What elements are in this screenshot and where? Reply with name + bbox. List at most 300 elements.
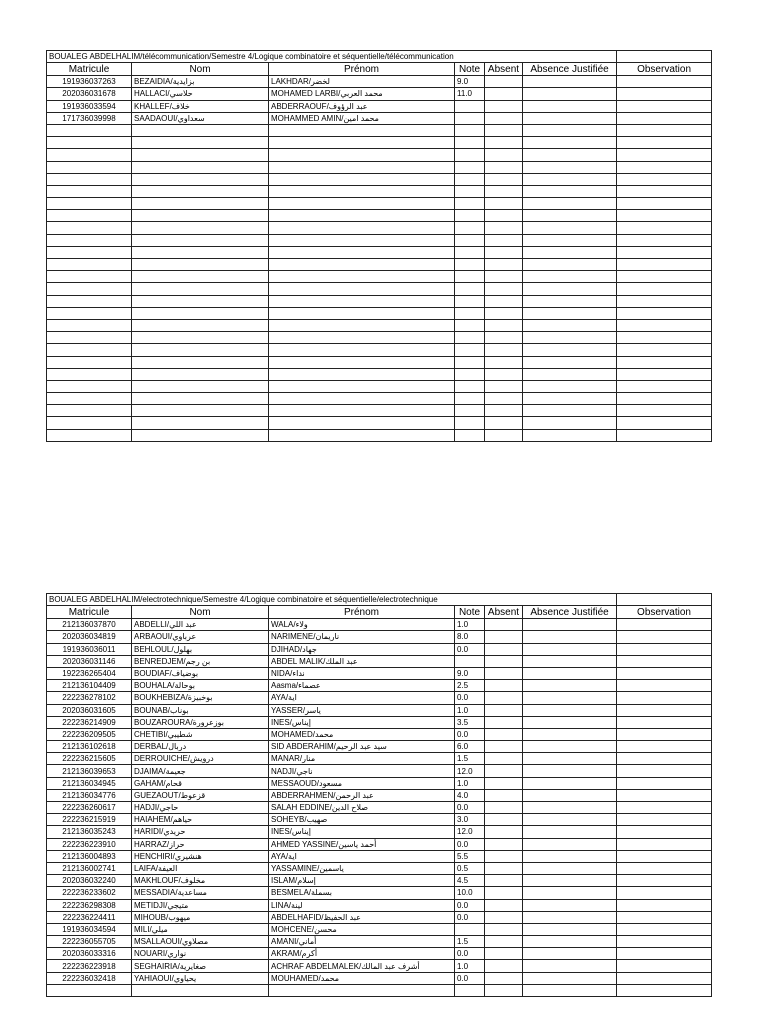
empty-cell bbox=[455, 124, 485, 136]
empty-cell bbox=[132, 259, 269, 271]
cell-absence-justifiee bbox=[523, 655, 617, 667]
empty-cell bbox=[485, 271, 523, 283]
header-nom: Nom bbox=[132, 63, 269, 76]
cell-absent bbox=[485, 826, 523, 838]
cell-prenom: INES/إيناس bbox=[269, 716, 455, 728]
empty-row bbox=[47, 405, 712, 417]
cell-absent bbox=[485, 777, 523, 789]
table-row bbox=[47, 960, 712, 972]
cell-matricule: 222236215605 bbox=[47, 753, 132, 765]
empty-cell bbox=[617, 222, 712, 234]
empty-row bbox=[47, 259, 712, 271]
empty-cell bbox=[523, 984, 617, 996]
cell-nom: DERROUICHE/درويش bbox=[132, 753, 269, 765]
table-row bbox=[47, 936, 712, 948]
cell-observation bbox=[617, 814, 712, 826]
cell-absent bbox=[485, 76, 523, 88]
cell-matricule: 212136104409 bbox=[47, 680, 132, 692]
grade-sheet-telecommunication bbox=[46, 50, 712, 442]
empty-cell bbox=[617, 307, 712, 319]
empty-cell bbox=[617, 344, 712, 356]
table-row bbox=[47, 826, 712, 838]
empty-cell bbox=[455, 368, 485, 380]
empty-cell bbox=[617, 332, 712, 344]
table-row bbox=[47, 692, 712, 704]
cell-observation bbox=[617, 643, 712, 655]
cell-observation bbox=[617, 850, 712, 862]
empty-cell bbox=[617, 984, 712, 996]
empty-cell bbox=[269, 405, 455, 417]
empty-cell bbox=[455, 259, 485, 271]
empty-cell bbox=[132, 380, 269, 392]
table-row bbox=[47, 643, 712, 655]
empty-cell bbox=[269, 222, 455, 234]
cell-observation bbox=[617, 777, 712, 789]
empty-cell bbox=[132, 417, 269, 429]
empty-cell bbox=[485, 405, 523, 417]
empty-row bbox=[47, 198, 712, 210]
table-row bbox=[47, 911, 712, 923]
cell-absence-justifiee bbox=[523, 948, 617, 960]
empty-cell bbox=[47, 393, 132, 405]
empty-cell bbox=[132, 137, 269, 149]
cell-nom: SEGHAIRIA/صغايرية bbox=[132, 960, 269, 972]
empty-cell bbox=[485, 234, 523, 246]
cell-prenom: SID ABDERAHIM/سيد عبد الرحيم bbox=[269, 741, 455, 753]
cell-nom: ABDELLI/عبد اللي bbox=[132, 619, 269, 631]
empty-row bbox=[47, 429, 712, 441]
empty-cell bbox=[455, 295, 485, 307]
empty-cell bbox=[269, 380, 455, 392]
empty-cell bbox=[269, 234, 455, 246]
table-row bbox=[47, 100, 712, 112]
empty-cell bbox=[47, 368, 132, 380]
cell-absence-justifiee bbox=[523, 704, 617, 716]
empty-cell bbox=[132, 271, 269, 283]
empty-cell bbox=[455, 210, 485, 222]
cell-note: 0.0 bbox=[455, 911, 485, 923]
cell-observation bbox=[617, 692, 712, 704]
empty-cell bbox=[47, 259, 132, 271]
empty-cell bbox=[269, 137, 455, 149]
cell-absence-justifiee bbox=[523, 741, 617, 753]
empty-cell bbox=[269, 307, 455, 319]
empty-cell bbox=[47, 344, 132, 356]
cell-absent bbox=[485, 802, 523, 814]
empty-cell bbox=[455, 984, 485, 996]
cell-matricule: 212136037870 bbox=[47, 619, 132, 631]
cell-nom: BOUHALA/بوحالة bbox=[132, 680, 269, 692]
empty-cell bbox=[485, 307, 523, 319]
empty-cell bbox=[523, 161, 617, 173]
table-row bbox=[47, 716, 712, 728]
cell-observation bbox=[617, 112, 712, 124]
empty-cell bbox=[485, 185, 523, 197]
cell-nom: LAIFA/العيفة bbox=[132, 862, 269, 874]
cell-matricule: 212136034945 bbox=[47, 777, 132, 789]
cell-prenom: AKRAM/أكرم bbox=[269, 948, 455, 960]
cell-prenom: MESSAOUD/مسعود bbox=[269, 777, 455, 789]
cell-nom: BOUNAB/بوناب bbox=[132, 704, 269, 716]
empty-cell bbox=[47, 405, 132, 417]
empty-cell bbox=[485, 173, 523, 185]
cell-prenom: BESMELA/بسملة bbox=[269, 887, 455, 899]
sheet-title-row bbox=[47, 51, 712, 63]
empty-cell bbox=[617, 271, 712, 283]
empty-cell bbox=[132, 283, 269, 295]
empty-cell bbox=[269, 173, 455, 185]
cell-observation bbox=[617, 972, 712, 984]
empty-cell bbox=[47, 137, 132, 149]
cell-prenom: MOHAMED LARBI/محمد العربي bbox=[269, 88, 455, 100]
column-header-row bbox=[47, 606, 712, 619]
cell-matricule: 222236224411 bbox=[47, 911, 132, 923]
empty-row bbox=[47, 185, 712, 197]
cell-absent bbox=[485, 923, 523, 935]
empty-cell bbox=[47, 198, 132, 210]
empty-cell bbox=[523, 405, 617, 417]
cell-observation bbox=[617, 765, 712, 777]
empty-cell bbox=[617, 137, 712, 149]
empty-cell bbox=[485, 149, 523, 161]
cell-note: 11.0 bbox=[455, 88, 485, 100]
cell-prenom: MOUHAMED/محمد bbox=[269, 972, 455, 984]
cell-nom: YAHIAOUI/يحياوي bbox=[132, 972, 269, 984]
header-matricule: Matricule bbox=[47, 63, 132, 76]
header-absent: Absent bbox=[485, 63, 523, 76]
cell-absent bbox=[485, 814, 523, 826]
cell-prenom: LAKHDAR/لخضر bbox=[269, 76, 455, 88]
empty-cell bbox=[485, 332, 523, 344]
table-row bbox=[47, 875, 712, 887]
cell-note bbox=[455, 100, 485, 112]
header-note: Note bbox=[455, 606, 485, 619]
cell-nom: METIDJI/متيجي bbox=[132, 899, 269, 911]
cell-absent bbox=[485, 643, 523, 655]
cell-note: 12.0 bbox=[455, 765, 485, 777]
header-nom: Nom bbox=[132, 606, 269, 619]
cell-note: 1.0 bbox=[455, 960, 485, 972]
cell-absence-justifiee bbox=[523, 850, 617, 862]
empty-row bbox=[47, 124, 712, 136]
cell-observation bbox=[617, 667, 712, 679]
empty-cell bbox=[455, 332, 485, 344]
empty-cell bbox=[47, 307, 132, 319]
empty-cell bbox=[485, 198, 523, 210]
empty-cell bbox=[269, 368, 455, 380]
cell-observation bbox=[617, 899, 712, 911]
empty-cell bbox=[485, 124, 523, 136]
empty-cell bbox=[132, 185, 269, 197]
cell-absent bbox=[485, 899, 523, 911]
cell-nom: MAKHLOUF/مخلوف bbox=[132, 875, 269, 887]
empty-cell bbox=[523, 234, 617, 246]
cell-absent bbox=[485, 692, 523, 704]
cell-matricule: 191936036011 bbox=[47, 643, 132, 655]
empty-row bbox=[47, 307, 712, 319]
empty-cell bbox=[485, 429, 523, 441]
empty-cell bbox=[455, 429, 485, 441]
empty-cell bbox=[523, 271, 617, 283]
empty-cell bbox=[269, 246, 455, 258]
table-row bbox=[47, 802, 712, 814]
cell-observation bbox=[617, 911, 712, 923]
empty-cell bbox=[47, 984, 132, 996]
cell-note: 2.5 bbox=[455, 680, 485, 692]
empty-cell bbox=[132, 307, 269, 319]
cell-absent bbox=[485, 655, 523, 667]
cell-nom: MESSADIA/مساعدية bbox=[132, 887, 269, 899]
empty-cell bbox=[485, 222, 523, 234]
cell-observation bbox=[617, 802, 712, 814]
cell-nom: GUEZAOUT/قزعوط bbox=[132, 789, 269, 801]
empty-cell bbox=[132, 429, 269, 441]
empty-row bbox=[47, 234, 712, 246]
table-row bbox=[47, 655, 712, 667]
empty-cell bbox=[47, 332, 132, 344]
empty-cell bbox=[132, 234, 269, 246]
header-note: Note bbox=[455, 63, 485, 76]
empty-cell bbox=[617, 368, 712, 380]
empty-cell bbox=[617, 295, 712, 307]
empty-cell bbox=[485, 161, 523, 173]
sheet-title-row bbox=[47, 594, 712, 606]
cell-note: 6.0 bbox=[455, 741, 485, 753]
table-row bbox=[47, 741, 712, 753]
empty-cell bbox=[455, 173, 485, 185]
cell-note: 0.0 bbox=[455, 899, 485, 911]
cell-matricule: 202036034819 bbox=[47, 631, 132, 643]
empty-cell bbox=[455, 185, 485, 197]
empty-cell bbox=[269, 332, 455, 344]
cell-absence-justifiee bbox=[523, 777, 617, 789]
cell-note bbox=[455, 655, 485, 667]
empty-row bbox=[47, 173, 712, 185]
cell-absence-justifiee bbox=[523, 936, 617, 948]
empty-cell bbox=[269, 319, 455, 331]
cell-prenom: AHMED YASSINE/أحمد ياسين bbox=[269, 838, 455, 850]
table-row bbox=[47, 899, 712, 911]
cell-observation bbox=[617, 704, 712, 716]
cell-absence-justifiee bbox=[523, 789, 617, 801]
empty-cell bbox=[132, 198, 269, 210]
table-row bbox=[47, 850, 712, 862]
empty-cell bbox=[617, 246, 712, 258]
empty-cell bbox=[523, 246, 617, 258]
cell-absence-justifiee bbox=[523, 619, 617, 631]
empty-cell bbox=[523, 356, 617, 368]
empty-cell bbox=[269, 161, 455, 173]
cell-matricule: 192236265404 bbox=[47, 667, 132, 679]
table-row bbox=[47, 704, 712, 716]
cell-absent bbox=[485, 948, 523, 960]
cell-observation bbox=[617, 680, 712, 692]
cell-absence-justifiee bbox=[523, 76, 617, 88]
cell-absent bbox=[485, 680, 523, 692]
cell-matricule: 212136035243 bbox=[47, 826, 132, 838]
cell-matricule: 202036033316 bbox=[47, 948, 132, 960]
empty-row bbox=[47, 137, 712, 149]
cell-prenom: WALA/ولاء bbox=[269, 619, 455, 631]
empty-cell bbox=[485, 393, 523, 405]
empty-cell bbox=[269, 283, 455, 295]
empty-cell bbox=[617, 356, 712, 368]
empty-row bbox=[47, 295, 712, 307]
grade-sheet-electrotechnique bbox=[46, 593, 712, 997]
cell-matricule: 202036031146 bbox=[47, 655, 132, 667]
table-row bbox=[47, 948, 712, 960]
cell-nom: BOUDIAF/بوضياف bbox=[132, 667, 269, 679]
empty-row bbox=[47, 393, 712, 405]
empty-cell bbox=[617, 417, 712, 429]
cell-prenom: ACHRAF ABDELMALEK/أشرف عبد المالك bbox=[269, 960, 455, 972]
empty-row bbox=[47, 222, 712, 234]
cell-prenom: AYA/اية bbox=[269, 692, 455, 704]
empty-cell bbox=[47, 319, 132, 331]
empty-cell bbox=[132, 124, 269, 136]
empty-cell bbox=[485, 295, 523, 307]
empty-cell bbox=[523, 344, 617, 356]
cell-note: 1.0 bbox=[455, 619, 485, 631]
empty-cell bbox=[132, 393, 269, 405]
empty-cell bbox=[47, 429, 132, 441]
cell-absence-justifiee bbox=[523, 862, 617, 874]
table-row bbox=[47, 680, 712, 692]
cell-note: 0.0 bbox=[455, 838, 485, 850]
empty-cell bbox=[523, 198, 617, 210]
header-prenom: Prénom bbox=[269, 63, 455, 76]
empty-cell bbox=[455, 149, 485, 161]
empty-cell bbox=[132, 149, 269, 161]
cell-observation bbox=[617, 716, 712, 728]
table-row bbox=[47, 923, 712, 935]
cell-prenom: INES/إيناس bbox=[269, 826, 455, 838]
cell-observation bbox=[617, 655, 712, 667]
cell-observation bbox=[617, 960, 712, 972]
cell-absence-justifiee bbox=[523, 100, 617, 112]
cell-prenom: MANAR/منار bbox=[269, 753, 455, 765]
empty-cell bbox=[269, 259, 455, 271]
empty-row bbox=[47, 417, 712, 429]
cell-absence-justifiee bbox=[523, 814, 617, 826]
empty-cell bbox=[132, 161, 269, 173]
cell-prenom: NIDA/نداء bbox=[269, 667, 455, 679]
cell-absence-justifiee bbox=[523, 826, 617, 838]
empty-cell bbox=[455, 234, 485, 246]
table-row bbox=[47, 728, 712, 740]
title-blank-cell bbox=[617, 594, 712, 606]
cell-prenom: YASSAMINE/ياسمين bbox=[269, 862, 455, 874]
empty-cell bbox=[455, 344, 485, 356]
empty-cell bbox=[269, 295, 455, 307]
cell-absence-justifiee bbox=[523, 838, 617, 850]
sheet-title: BOUALEG ABDELHALIM/télécommunication/Semestre 4/Logique combinatoire et séquentielle/télécommunication bbox=[47, 51, 617, 63]
cell-matricule: 222236278102 bbox=[47, 692, 132, 704]
cell-note bbox=[455, 923, 485, 935]
table-row bbox=[47, 972, 712, 984]
empty-cell bbox=[617, 319, 712, 331]
cell-observation bbox=[617, 875, 712, 887]
cell-observation bbox=[617, 826, 712, 838]
empty-cell bbox=[269, 429, 455, 441]
table-row bbox=[47, 76, 712, 88]
cell-absent bbox=[485, 875, 523, 887]
cell-absence-justifiee bbox=[523, 680, 617, 692]
empty-cell bbox=[523, 307, 617, 319]
cell-observation bbox=[617, 923, 712, 935]
empty-cell bbox=[47, 271, 132, 283]
cell-prenom: ABDERRAHMEN/عبد الرحمن bbox=[269, 789, 455, 801]
cell-nom: BOUZAROURA/بوزعرورة bbox=[132, 716, 269, 728]
cell-matricule: 212136004893 bbox=[47, 850, 132, 862]
empty-cell bbox=[269, 344, 455, 356]
empty-cell bbox=[485, 210, 523, 222]
empty-cell bbox=[617, 161, 712, 173]
empty-cell bbox=[269, 356, 455, 368]
table-row bbox=[47, 814, 712, 826]
header-absent: Absent bbox=[485, 606, 523, 619]
header-matricule: Matricule bbox=[47, 606, 132, 619]
empty-row bbox=[47, 344, 712, 356]
empty-cell bbox=[47, 149, 132, 161]
cell-absent bbox=[485, 887, 523, 899]
cell-absence-justifiee bbox=[523, 923, 617, 935]
cell-note: 1.0 bbox=[455, 704, 485, 716]
cell-matricule: 212136034776 bbox=[47, 789, 132, 801]
cell-absent bbox=[485, 619, 523, 631]
cell-matricule: 222236233602 bbox=[47, 887, 132, 899]
empty-cell bbox=[523, 368, 617, 380]
empty-cell bbox=[47, 295, 132, 307]
empty-cell bbox=[455, 405, 485, 417]
empty-cell bbox=[47, 124, 132, 136]
cell-observation bbox=[617, 862, 712, 874]
cell-nom: DJAIMA/جعيمة bbox=[132, 765, 269, 777]
empty-cell bbox=[485, 259, 523, 271]
empty-row bbox=[47, 149, 712, 161]
empty-cell bbox=[269, 984, 455, 996]
empty-cell bbox=[132, 356, 269, 368]
cell-note: 9.0 bbox=[455, 667, 485, 679]
empty-row bbox=[47, 246, 712, 258]
empty-cell bbox=[523, 417, 617, 429]
empty-cell bbox=[132, 368, 269, 380]
cell-prenom: MOHAMED/محمد bbox=[269, 728, 455, 740]
cell-note: 1.0 bbox=[455, 777, 485, 789]
cell-note: 9.0 bbox=[455, 76, 485, 88]
cell-absent bbox=[485, 753, 523, 765]
empty-row bbox=[47, 984, 712, 996]
cell-note: 0.0 bbox=[455, 972, 485, 984]
cell-absent bbox=[485, 838, 523, 850]
empty-cell bbox=[269, 149, 455, 161]
cell-matricule: 222236214909 bbox=[47, 716, 132, 728]
empty-cell bbox=[617, 173, 712, 185]
cell-matricule: 191936033594 bbox=[47, 100, 132, 112]
cell-observation bbox=[617, 100, 712, 112]
empty-cell bbox=[455, 417, 485, 429]
table-row bbox=[47, 88, 712, 100]
cell-absent bbox=[485, 972, 523, 984]
table-row bbox=[47, 887, 712, 899]
cell-prenom: NADJI/ناجي bbox=[269, 765, 455, 777]
cell-note: 1.5 bbox=[455, 753, 485, 765]
table-row bbox=[47, 777, 712, 789]
cell-nom: HALLACI/حلاسي bbox=[132, 88, 269, 100]
cell-nom: HADJI/حاجي bbox=[132, 802, 269, 814]
cell-matricule: 222236223910 bbox=[47, 838, 132, 850]
cell-absent bbox=[485, 765, 523, 777]
